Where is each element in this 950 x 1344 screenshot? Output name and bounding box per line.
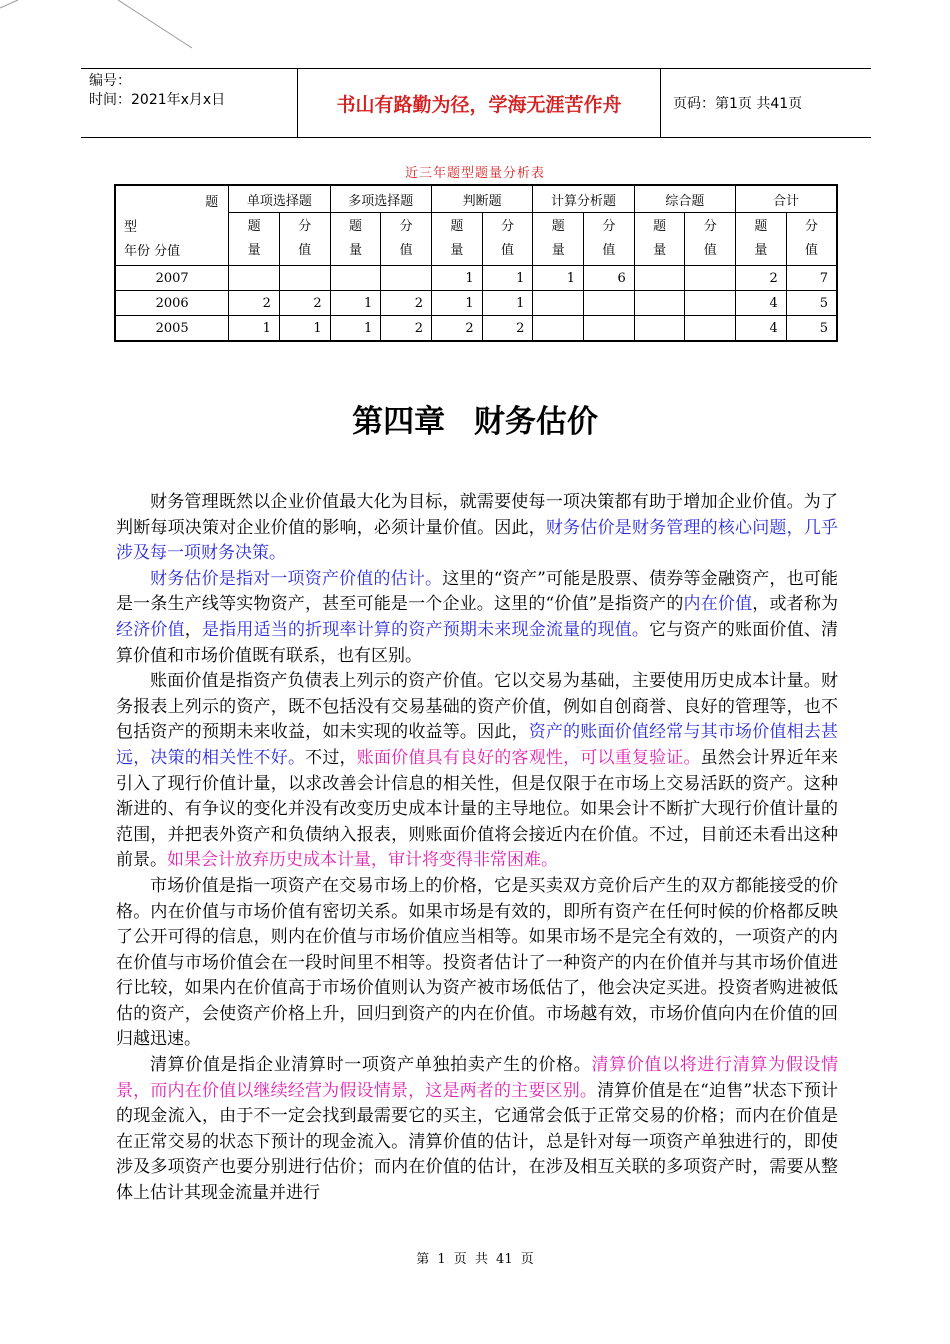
- value-cell: 5: [786, 316, 837, 342]
- type-header: 合计: [736, 185, 837, 213]
- highlighted-text: 财务估价是财务管理的核心问题，几乎涉及每一项财务决策。: [116, 517, 839, 564]
- value-cell: 1: [229, 316, 280, 342]
- document-header: [81, 68, 871, 138]
- value-cell: 2: [381, 291, 432, 316]
- value-cell: [634, 266, 685, 291]
- value-cell: 1: [482, 291, 533, 316]
- text-run: 虽然会计界近年来引入了现行价值计量，以求改善会计信息的相关性，但是仅限于在市场上交易活跃的资产。这种渐进的、有争议的变化并没有改变历史成本计量的主导地位。如果会计不断扩大现行价值计量的范围，并把表外资产和负债纳入报表，则账面价值将会接近内在价值。不过，目前还未看出这种前景。: [116, 747, 839, 871]
- value-cell: 4: [736, 291, 787, 316]
- text-run: 不过，: [305, 747, 357, 768]
- body-text: [116, 490, 838, 1207]
- table-corner-cell: [115, 185, 229, 266]
- value-cell: 4: [736, 316, 787, 342]
- type-header: 单项选择题: [229, 185, 330, 213]
- text-run: 清算价值是指企业清算时一项资产单独拍卖产生的价格。: [150, 1055, 592, 1076]
- highlighted-text: 如果会计放弃历史成本计量，审计将变得非常困难。: [167, 850, 558, 871]
- subheader-score: 分 值: [786, 213, 837, 266]
- paragraph: [116, 669, 838, 874]
- text-run: 财务管理既然以企业价值最大化为目标，就需要使每一项决策都有助于增加企业价值。为了判断每项决策对企业价值的影响，必须计量价值。因此，: [116, 492, 838, 538]
- subheader-score: 分 值: [685, 213, 736, 266]
- table-body: [115, 266, 837, 342]
- value-cell: [584, 316, 635, 342]
- paragraph: [116, 1053, 838, 1207]
- subheader-score: 分 值: [279, 213, 330, 266]
- question-analysis-table: [114, 184, 838, 342]
- value-cell: 5: [786, 291, 837, 316]
- value-cell: [634, 291, 685, 316]
- value-cell: 1: [279, 316, 330, 342]
- corner-text-b: 型: [124, 220, 138, 235]
- table-row: [115, 291, 837, 316]
- text-run: 它与资产的账面价值、清算价值和市场价值既有联系，也有区别。: [116, 619, 839, 666]
- subheader-count: 题 量: [533, 213, 584, 266]
- value-cell: 1: [431, 291, 482, 316]
- value-cell: 1: [431, 266, 482, 291]
- value-cell: [330, 266, 381, 291]
- text-run: 这里的“资产”可能是股票、债券等金融资产，也可能是一条生产线等实物资产，甚至可能是一个企业。这里的“价值”是指资产的: [116, 568, 838, 615]
- value-cell: 7: [786, 266, 837, 291]
- header-page-label: 页码：第1页 共41页: [673, 96, 803, 112]
- value-cell: [229, 266, 280, 291]
- corner-text-c: 年份 分值: [124, 244, 181, 259]
- header-motto: 书山有路勤为径，学海无涯苦作舟: [298, 69, 661, 137]
- table-header-row: [115, 185, 837, 213]
- paragraph: [116, 490, 838, 567]
- subheader-count: 题 量: [634, 213, 685, 266]
- subheader-score: 分 值: [482, 213, 533, 266]
- highlighted-text: 经济价值: [116, 619, 185, 640]
- text-run: ，: [184, 619, 202, 640]
- highlighted-text: 资产的账面价值经常与其市场价值相去甚远，决策的相关性不好。: [116, 722, 839, 768]
- subheader-score: 分 值: [584, 213, 635, 266]
- header-meta: [81, 69, 298, 137]
- paragraph: [116, 874, 838, 1053]
- value-cell: 2: [431, 316, 482, 342]
- value-cell: [685, 291, 736, 316]
- table-title: 近三年题型题量分析表: [404, 166, 545, 181]
- page-footer: 第 1 页 共 41 页: [416, 1252, 534, 1267]
- highlighted-text: 内在价值: [683, 594, 753, 615]
- highlighted-text: 财务估价是指对一项资产价值的估计。: [150, 568, 443, 589]
- value-cell: 6: [584, 266, 635, 291]
- highlighted-text: 清算价值以将进行清算为假设情景，而内在价值以继续经营为假设情景，这是两者的主要区别。: [116, 1055, 839, 1101]
- table-row: [115, 316, 837, 342]
- value-cell: 1: [482, 266, 533, 291]
- corner-fold-lines: [0, 0, 200, 50]
- value-cell: 2: [279, 291, 330, 316]
- type-header: 综合题: [634, 185, 735, 213]
- subheader-score: 分 值: [381, 213, 432, 266]
- text-run: 账面价值是指资产负债表上列示的资产价值。它以交易为基础，主要使用历史成本计量。财务报表上列示的资产，既不包括没有交易基础的资产价值，例如自创商誉、良好的管理等，也不包括资产的预期未来收益，如未实现的收益等。因此，: [116, 671, 838, 743]
- type-header: 计算分析题: [533, 185, 634, 213]
- value-cell: 2: [229, 291, 280, 316]
- value-cell: 1: [330, 291, 381, 316]
- subheader-count: 题 量: [736, 213, 787, 266]
- subheader-count: 题 量: [330, 213, 381, 266]
- value-cell: 1: [330, 316, 381, 342]
- type-header: 多项选择题: [330, 185, 431, 213]
- paragraph: [116, 567, 838, 669]
- value-cell: 2: [482, 316, 533, 342]
- corner-text-a: 题: [205, 195, 219, 210]
- value-cell: [279, 266, 330, 291]
- year-cell: 2006: [115, 291, 229, 316]
- subheader-count: 题 量: [229, 213, 280, 266]
- value-cell: 2: [381, 316, 432, 342]
- table-row: [115, 266, 837, 291]
- text-run: 市场价值是指一项资产在交易市场上的价格，它是买卖双方竞价后产生的双方都能接受的价格。内在价值与市场价值有密切关系。如果市场是有效的，即所有资产在任何时候的价格都反映了公开可得的信息，则内在价值与市场价值应当相等。如果市场不是完全有效的，一项资产的内在价值与市场价值会在一段时间里不相等。投资者估计了一种资产的内在价值并与其市场价值进行比较，如果内在价值高于市场价值则认为资产被市场低估了，他会决定买进。投资者购进被低估的资产，会使资产价格上升，回归到资产的内在价值。市场越有效，市场价值向内在价值的回归越迅速。: [116, 875, 838, 1050]
- value-cell: [634, 316, 685, 342]
- subheader-count: 题 量: [431, 213, 482, 266]
- value-cell: [381, 266, 432, 291]
- value-cell: [685, 266, 736, 291]
- date-label: 时间：2021年x月x日: [89, 92, 226, 108]
- text-run: ，或者称为: [752, 594, 839, 615]
- value-cell: [533, 291, 584, 316]
- value-cell: [685, 316, 736, 342]
- value-cell: [584, 291, 635, 316]
- highlighted-text: 是指用适当的折现率计算的资产预期未来现金流量的现值。: [201, 619, 650, 640]
- text-run: 清算价值是在“迫售”状态下预计的现金流入，由于不一定会找到最需要它的买主，它通常会低于正常交易的价格；而内在价值是在正常交易的状态下预计的现金流入。清算价值的估计，总是针对每一项资产单独进行的，即使涉及多项资产也要分别进行估价；而内在价值的估计，在涉及相互关联的多项资产时，需要从整体上估计其现金流量并进行: [116, 1080, 838, 1204]
- value-cell: [533, 316, 584, 342]
- type-header: 判断题: [431, 185, 532, 213]
- value-cell: 1: [533, 266, 584, 291]
- year-cell: 2007: [115, 266, 229, 291]
- chapter-title: 第四章 财务估价: [352, 404, 598, 440]
- year-cell: 2005: [115, 316, 229, 342]
- value-cell: 2: [736, 266, 787, 291]
- highlighted-text: 账面价值具有良好的客观性，可以重复验证。: [356, 747, 701, 768]
- code-label: 编号：: [89, 73, 131, 89]
